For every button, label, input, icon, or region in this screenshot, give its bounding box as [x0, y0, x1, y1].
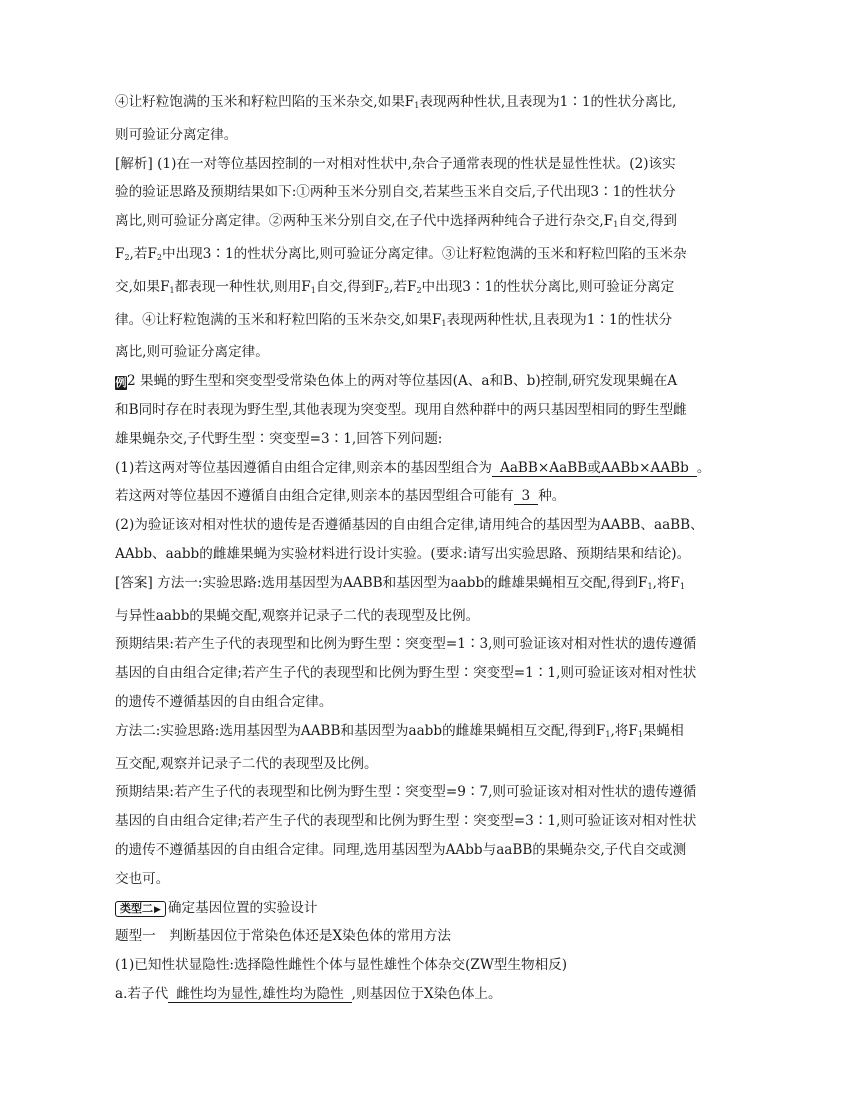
answer-line: 预期结果:若产生子代的表现型和比例为野生型∶突变型=9∶7,则可验证该对相对性状的遗传遵循 — [115, 784, 697, 801]
subscript: 1 — [169, 285, 175, 295]
answer-blank: AaBB×AaBB或AABb×AABb — [492, 460, 697, 477]
answer-line — [115, 717, 743, 750]
subscript: 1 — [310, 285, 316, 295]
text: ,若F — [129, 245, 157, 262]
analysis-line: [解析] (1)在一对等位基因控制的一对相对性状中,杂合子通常表现的性状是显性性状。(2)该实 — [115, 155, 676, 172]
text: 离比,则可验证分离定律。②两种玉米分别自交,在子代中选择两种纯合子进行杂交,F — [115, 213, 614, 230]
text: ④让籽粒饱满的玉米和籽粒凹陷的玉米杂交,如果F — [115, 94, 415, 110]
subscript: 1 — [637, 729, 643, 739]
text: ,将F — [652, 574, 680, 591]
analysis-line — [115, 306, 743, 339]
example-line — [115, 367, 743, 396]
text: 。 — [696, 459, 711, 476]
text: 种。 — [538, 488, 566, 505]
answer-line: 预期结果:若产生子代的表现型和比例为野生型∶突变型=1∶3,则可验证该对相对性状的遗传遵循 — [115, 636, 697, 653]
subscript: 2 — [416, 285, 422, 295]
text: 方法二:实验思路:选用基因型为AABB和基因型为aabb的雌雄果蝇相互交配,得到F — [115, 722, 606, 739]
text-line — [115, 980, 743, 1009]
analysis-line — [115, 207, 743, 240]
text-line: (1)已知性状显隐性:选择隐性雌性个体与显性雄性个体杂交(ZW型生物相反) — [115, 957, 568, 974]
text: 果蝇的野生型和突变型受常染色体上的两对等位基因(A、a和B、b)控制,研究发现果蝇在A — [139, 373, 678, 390]
text: 表现两种性状,且表现为1∶1的性状分 — [446, 311, 673, 328]
question-line: AAbb、aabb的雌雄果蝇为实验材料进行设计实验。(要求:请写出实验思路、预期结果和结论)。 — [115, 545, 691, 562]
text: (1)若这两对等位基因遵循自由组合定律,则亲本的基因型组合为 — [115, 459, 493, 476]
text-line — [115, 88, 743, 121]
text: 若这两对等位基因不遵循自由组合定律,则亲本的基因型组合可能有 — [115, 488, 514, 505]
subscript: 1 — [613, 220, 619, 230]
answer-blank: 雌性均为显性,雄性均为隐性 — [168, 986, 351, 1003]
type-badge — [115, 901, 166, 917]
text: a.若子代 — [115, 985, 169, 1002]
text: [答案] 方法一:实验思路:选用基因型为AABB和基因型为aabb的雌雄果蝇相互交配,得到F — [115, 574, 648, 591]
subscript: 2 — [156, 252, 162, 262]
text: 律。④让籽粒饱满的玉米和籽粒凹陷的玉米杂交,如果F — [115, 311, 442, 328]
analysis-line — [115, 273, 743, 306]
text: 果蝇相 — [642, 722, 684, 739]
text: 交,如果F — [115, 278, 170, 295]
document-page — [115, 88, 743, 1009]
answer-line — [115, 569, 743, 602]
triangle-icon: ▶ — [154, 904, 161, 915]
text: 都表现一种性状,则用F — [174, 278, 311, 295]
text: ,则基因位于X染色体上。 — [351, 985, 502, 1002]
text-line: 题型一 判断基因位于常染色体还是X染色体的常用方法 — [115, 928, 451, 945]
type-badge-label: 类型二 — [120, 901, 153, 915]
subscript: 1 — [441, 318, 447, 328]
analysis-line: 离比,则可验证分离定律。 — [115, 344, 269, 361]
subscript: 2 — [383, 285, 390, 295]
text: 表现两种性状,且表现为1∶1的性状分离比, — [419, 94, 677, 110]
text: 自交,得到F — [315, 278, 384, 295]
subscript: 1 — [414, 101, 420, 110]
answer-line: 基因的自由组合定律;若产生子代的表现型和比例为野生型∶突变型=1∶1,则可验证该对相对性状 — [115, 665, 697, 682]
answer-line: 交也可。 — [115, 870, 170, 887]
analysis-line: 验的验证思路及预期结果如下:①两种玉米分别自交,若某些玉米自交后,子代出现3∶1的性状分 — [115, 184, 676, 201]
text: ,将F — [610, 722, 638, 739]
text: 自交,得到 — [618, 213, 677, 230]
answer-line: 的遗传不遵循基因的自由组合定律。同理,选用基因型为AAbb与aaBB的果蝇杂交,子代自交或测 — [115, 841, 687, 858]
subscript: 2 — [124, 252, 130, 262]
analysis-line — [115, 240, 743, 273]
text: 中出现3∶1的性状分离比,则可验证分离定 — [421, 278, 675, 295]
subscript: 1 — [647, 581, 653, 591]
text-line: 则可验证分离定律。 — [115, 126, 238, 143]
text: ,若F — [389, 278, 417, 295]
subscript: 1 — [679, 581, 686, 591]
answer-line: 基因的自由组合定律;若产生子代的表现型和比例为野生型∶突变型=3∶1,则可验证该对相对性状 — [115, 813, 697, 830]
example-number: 2 — [127, 373, 136, 390]
question-line — [115, 482, 743, 511]
section-heading — [115, 894, 743, 923]
answer-line: 与异性aabb的果蝇交配,观察并记录子二代的表现型及比例。 — [115, 607, 480, 624]
answer-blank: 3 — [514, 488, 539, 505]
question-line: (2)为验证该对相对性状的遗传是否遵循基因的自由组合定律,请用纯合的基因型为AABB、aaBB、 — [115, 517, 704, 534]
answer-line: 的遗传不遵循基因的自由组合定律。 — [115, 693, 333, 710]
text: 中出现3∶1的性状分离比,则可验证分离定律。③让籽粒饱满的玉米和籽粒凹陷的玉米杂 — [161, 245, 687, 262]
text: F — [115, 245, 125, 262]
example-line: 和B同时存在时表现为野生型,其他表现为突变型。现用自然种群中的两只基因型相同的野生型雌 — [115, 401, 687, 418]
example-badge: 例 — [115, 376, 127, 390]
example-line: 雄果蝇杂交,子代野生型∶突变型=3∶1,回答下列问题: — [115, 430, 443, 447]
section-title: 确定基因位置的实验设计 — [167, 899, 318, 916]
answer-line: 互交配,观察并记录子二代的表现型及比例。 — [115, 755, 378, 772]
subscript: 1 — [605, 729, 611, 739]
question-line — [115, 454, 743, 483]
